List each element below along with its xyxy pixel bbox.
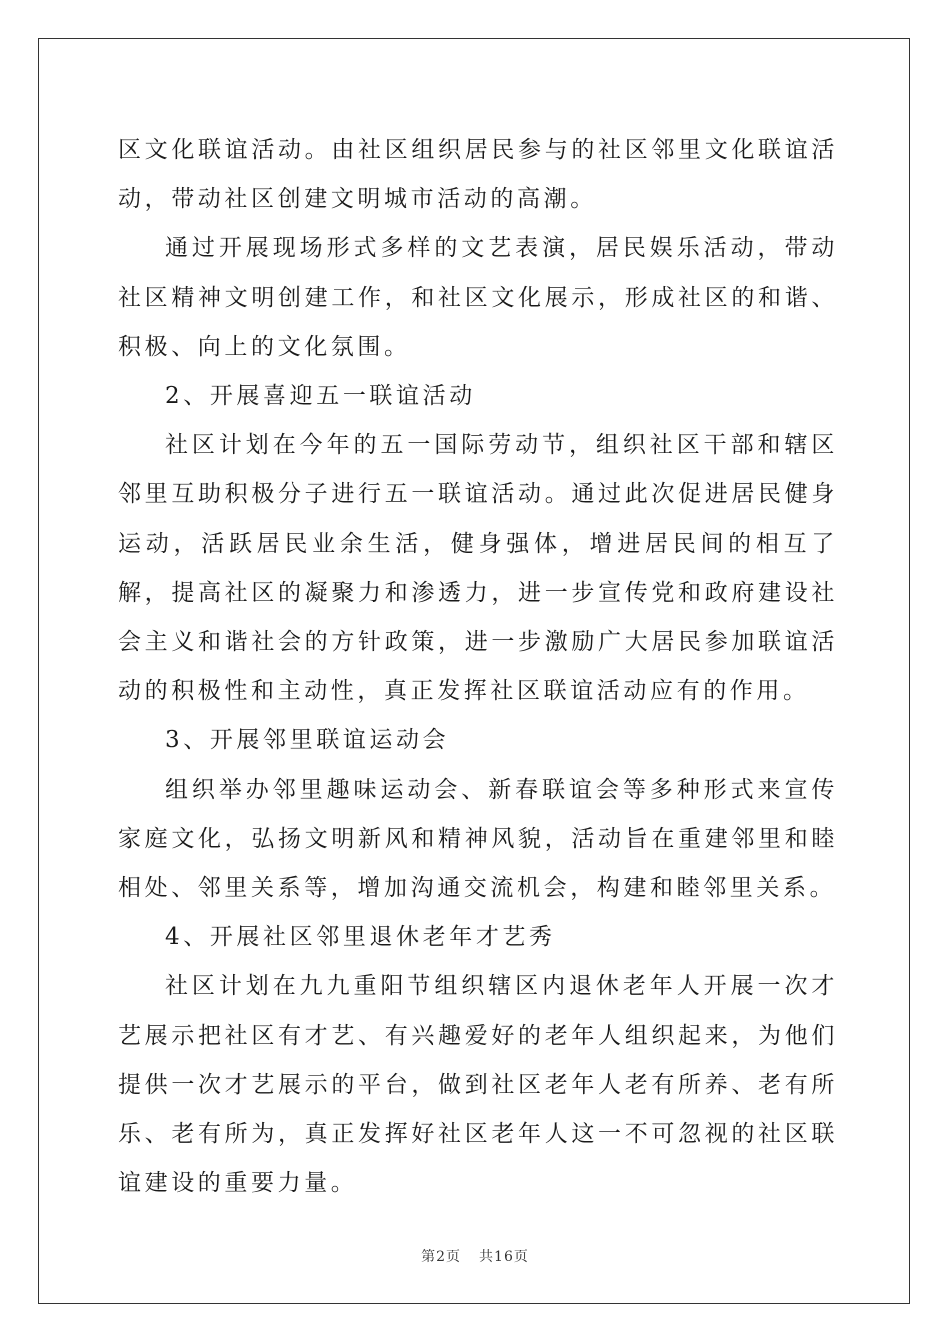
page-total: 共16页 — [479, 1249, 529, 1265]
section-heading-3: 3、开展邻里联谊运动会 — [165, 727, 450, 754]
paragraph-1: 区文化联谊活动。由社区组织居民参与的社区邻里文化联谊活动，带动社区创建文明城市活动的高潮。 — [118, 137, 838, 213]
paragraph-5: 社区计划在九九重阳节组织辖区内退休老年人开展一次才艺展示把社区有才艺、有兴趣爱好的老年人组织起来，为他们提供一次才艺展示的平台，做到社区老年人老有所养、老有所乐、老有所为，真正发挥好社区老年人这一不可忽视的社区联谊建设的重要力量。 — [118, 973, 838, 1197]
page-number: 第2页 — [421, 1249, 462, 1265]
section-heading-4: 4、开展社区邻里退休老年才艺秀 — [165, 924, 556, 951]
document-body — [118, 126, 838, 1208]
section-heading-2: 2、开展喜迎五一联谊活动 — [165, 383, 476, 410]
paragraph-2: 通过开展现场形式多样的文艺表演，居民娱乐活动，带动社区精神文明创建工作，和社区文化展示，形成社区的和谐、积极、向上的文化氛围。 — [118, 235, 838, 360]
paragraph-4: 组织举办邻里趣味运动会、新春联谊会等多种形式来宣传家庭文化，弘扬文明新风和精神风貌，活动旨在重建邻里和睦相处、邻里关系等，增加沟通交流机会，构建和睦邻里关系。 — [118, 776, 838, 902]
page-footer — [0, 1246, 950, 1266]
paragraph-3: 社区计划在今年的五一国际劳动节，组织社区干部和辖区邻里互助积极分子进行五一联谊活动。通过此次促进居民健身运动，活跃居民业余生活，健身强体，增进居民间的相互了解，提高社区的凝聚力和渗透力，进一步宣传党和政府建设社会主义和谐社会的方针政策，进一步激励广大居民参加联谊活动的积极性和主动性，真正发挥社区联谊活动应有的作用。 — [118, 432, 838, 705]
